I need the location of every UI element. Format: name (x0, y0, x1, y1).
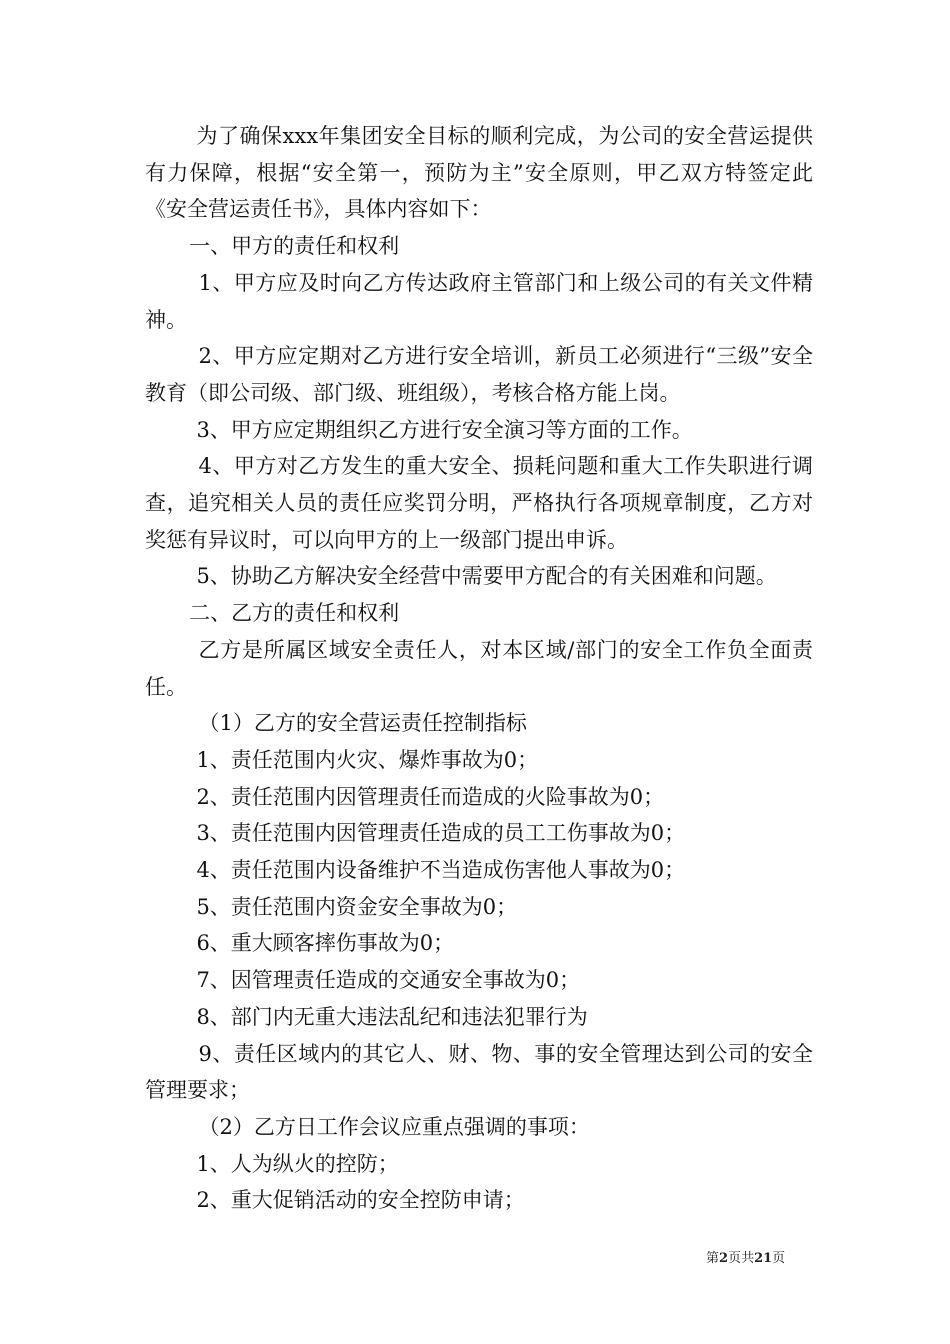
document-body (145, 118, 813, 1219)
subheading-control-indicators: （1）乙方的安全营运责任控制指标 (198, 711, 527, 736)
paragraph-a-2: 2、甲方应定期对乙方进行安全培训，新员工必须进行“三级”安全教育（即公司级、部门级、班组级），考核合格方能上岗。 (145, 344, 813, 405)
list-item: 3、责任范围内因管理责任造成的员工工伤事故为0； (196, 821, 686, 846)
footer-prefix: 第 (706, 1251, 720, 1266)
list-item: 1、责任范围内火灾、爆炸事故为0； (196, 747, 539, 772)
paragraph-a-3: 3、甲方应定期组织乙方进行安全演习等方面的工作。 (196, 417, 693, 442)
paragraph-a-4: 4、甲方对乙方发生的重大安全、损耗问题和重大工作失职进行调查，追究相关人员的责任应奖罚分明，严格执行各项规章制度，乙方对奖惩有异议时，可以向甲方的上一级部门提出申诉。 (145, 454, 813, 552)
list-item: 7、因管理责任造成的交通安全事故为0； (196, 968, 581, 993)
paragraph-b-intro: 乙方是所属区域安全责任人，对本区域/部门的安全工作负全面责任。 (145, 637, 813, 699)
paragraph-a-1: 1、甲方应及时向乙方传达政府主管部门和上级公司的有关文件精神。 (145, 270, 813, 332)
list-item: 5、责任范围内资金安全事故为0； (196, 894, 518, 919)
list-item: 9、责任区域内的其它人、财、物、事的安全管理达到公司的安全管理要求； (145, 1041, 813, 1103)
list-item: 8、部门内无重大违法乱纪和违法犯罪行为 (196, 1004, 588, 1029)
heading-party-b: 二、乙方的责任和权利 (189, 601, 400, 626)
list-item: 2、重大促销活动的安全控防申请； (196, 1188, 525, 1213)
list-item: 1、人为纵火的控防； (196, 1151, 399, 1176)
heading-party-a: 一、甲方的责任和权利 (189, 234, 400, 259)
paragraph-intro: 为了确保xxx年集团安全目标的顺利完成，为公司的安全营运提供有力保障，根据“安全第一，预防为主”安全原则，甲乙双方特签定此《安全营运责任书》，具体内容如下： (145, 124, 813, 222)
subheading-meeting-items: （2）乙方日工作会议应重点强调的事项： (198, 1114, 590, 1139)
footer-suffix: 页 (772, 1251, 786, 1266)
footer-total-pages: 21 (754, 1251, 773, 1266)
footer-middle: 页共 (728, 1251, 755, 1266)
list-item: 4、责任范围内设备维护不当造成伤害他人事故为0； (196, 858, 686, 883)
footer-current-page: 2 (719, 1251, 729, 1266)
list-item: 2、责任范围内因管理责任而造成的火险事故为0； (196, 784, 665, 809)
list-item: 6、重大顾客摔伤事故为0； (196, 931, 455, 956)
page-number-footer (706, 1247, 785, 1266)
paragraph-a-5: 5、协助乙方解决安全经营中需要甲方配合的有关困难和问题。 (196, 564, 777, 589)
